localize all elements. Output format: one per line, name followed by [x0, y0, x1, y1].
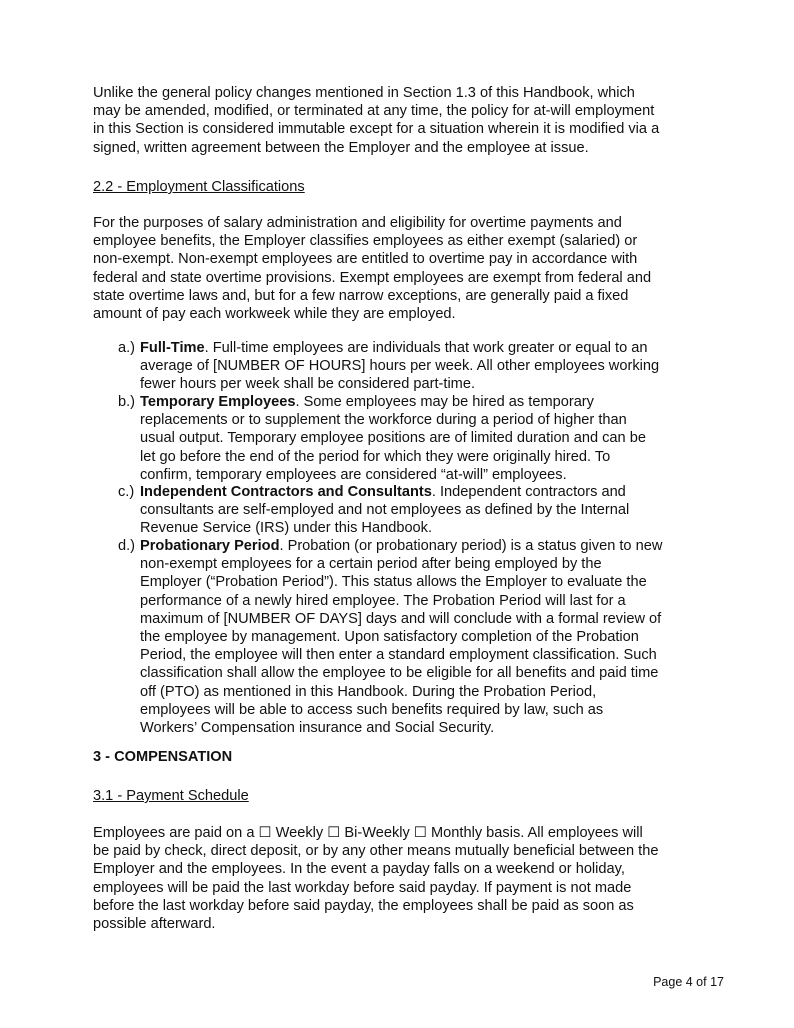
list-item-probationary — [118, 537, 662, 737]
text-line: non-exempt. Non-exempt employees are entitled to overtime pay in accordance with — [93, 251, 638, 268]
list-item-temporary — [118, 393, 646, 484]
text-line: For the purposes of salary administration and eligibility for overtime payments and — [93, 215, 622, 231]
text-line: average of [NUMBER OF HOURS] hours per week. All other employees working — [140, 358, 660, 375]
text-line: in this Section is considered immutable except for a situation wherein it is modified via a — [93, 121, 660, 138]
text-line: . Probation (or probationary period) is a status given to new — [279, 538, 663, 554]
text-line: signed, written agreement between the Employer and the employee at issue. — [93, 139, 589, 156]
text-line: the employee by management. Upon satisfactory completion of the Probation — [140, 628, 639, 645]
section-3-heading: 3 - COMPENSATION — [93, 749, 233, 765]
text-line: possible afterward. — [93, 915, 216, 932]
text-line: federal and state overtime provisions. Exempt employees are exempt from federal and — [93, 269, 652, 286]
list-term: Independent Contractors and Consultants — [140, 484, 432, 500]
section-2-2-heading: 2.2 - Employment Classifications — [93, 179, 305, 195]
text-line: employees will be able to access such benefits required by law, such as — [140, 701, 604, 718]
list-term: Full-Time — [140, 340, 205, 356]
text-line: replacements or to supplement the workforce during a period of higher than — [140, 412, 627, 429]
list-label: b.) — [118, 394, 136, 410]
text-line: let go before the end of the period for which they were originally hired. To — [140, 448, 611, 465]
text-line: employees will be paid the last workday before said payday. If payment is not made — [93, 879, 632, 896]
list-label: d.) — [118, 538, 136, 554]
text-line: consultants are self-employed and not employees as defined by the Internal — [140, 502, 630, 519]
intro-paragraph — [93, 84, 659, 157]
list-label: a.) — [118, 340, 136, 356]
list-item-full-time — [118, 339, 659, 394]
list-label: c.) — [118, 484, 135, 500]
text-line: Period, the employee will then enter a standard employment classification. Such — [140, 647, 657, 664]
text-line: performance of a newly hired employee. The Probation Period will last for a — [140, 592, 626, 609]
text-line: Unlike the general policy changes mentioned in Section 1.3 of this Handbook, which — [93, 85, 635, 101]
list-item-contractors — [118, 483, 629, 538]
text-line: confirm, temporary employees are considered “at-will” employees. — [140, 466, 567, 483]
text-line: . Independent contractors and — [431, 484, 626, 500]
text-line: may be amended, modified, or terminated at any time, the policy for at-will employment — [93, 103, 655, 120]
text-line: non-exempt employees for a certain period after being employed by the — [140, 556, 602, 573]
text-line: be paid by check, direct deposit, or by any other means mutually beneficial between the — [93, 843, 659, 860]
text-line: before the last workday before said payday, the employees shall be paid as soon as — [93, 897, 634, 914]
page-number: Page 4 of 17 — [653, 975, 724, 989]
text-line: . Full-time employees are individuals that work greater or equal to an — [204, 340, 648, 356]
text-line: fewer hours per week shall be considered part-time. — [140, 376, 476, 393]
text-line: . Some employees may be hired as temporary — [295, 394, 594, 410]
list-term: Temporary Employees — [140, 394, 296, 410]
text-line: employee benefits, the Employer classifies employees as either exempt (salaried) or — [93, 233, 638, 250]
text-line: state overtime laws and, but for a few narrow exceptions, are generally paid a fixed — [93, 287, 629, 304]
text-line: Employer and the employees. In the event a payday falls on a weekend or holiday, — [93, 861, 625, 878]
text-line: off (PTO) as mentioned in this Handbook. During the Probation Period, — [140, 683, 597, 700]
classification-paragraph — [93, 214, 651, 323]
section-3-1-heading: 3.1 - Payment Schedule — [93, 788, 249, 804]
text-line: usual output. Temporary employee positions are of limited duration and can be — [140, 430, 646, 447]
text-line: Revenue Service (IRS) under this Handbook. — [140, 520, 433, 537]
text-line: Employer (“Probation Period”). This status allows the Employer to evaluate the — [140, 574, 647, 591]
list-term: Probationary Period — [140, 538, 280, 554]
text-line: maximum of [NUMBER OF DAYS] days and will conclude with a formal review of — [140, 610, 662, 627]
text-line: Employees are paid on a ☐ Weekly ☐ Bi-Weekly ☐ Monthly basis. All employees will — [93, 825, 643, 841]
payment-schedule-paragraph — [93, 824, 658, 933]
text-line: Workers’ Compensation insurance and Social Security. — [140, 719, 495, 736]
text-line: classification shall allow the employee to be eligible for all benefits and paid time — [140, 665, 659, 682]
text-line: amount of pay each workweek while they are employed. — [93, 305, 456, 322]
